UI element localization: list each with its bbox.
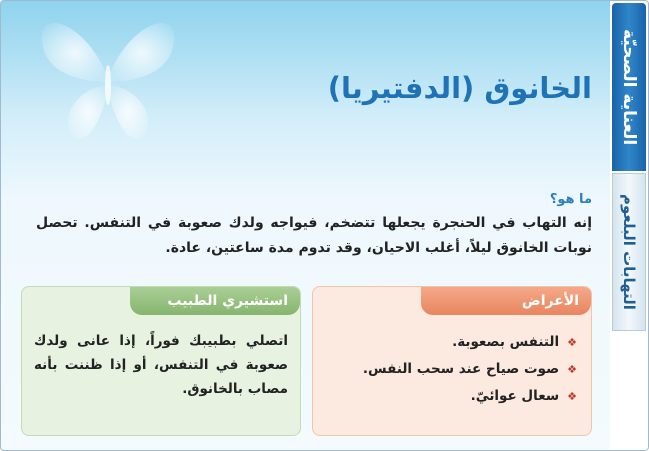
diamond-bullet-icon: ❖ xyxy=(567,336,577,349)
advice-box xyxy=(21,286,301,436)
symptoms-heading: الأعراض xyxy=(421,287,591,315)
butterfly-icon xyxy=(23,7,193,157)
symptoms-list xyxy=(313,315,591,410)
diamond-bullet-icon: ❖ xyxy=(567,363,577,376)
topic-title: التهابات البلعوم xyxy=(620,194,638,310)
section-title: العناية الصحيّة xyxy=(619,28,639,146)
symptoms-box xyxy=(312,286,592,436)
list-item: ❖صوت صياح عند سحب النفس. xyxy=(362,361,577,377)
diamond-bullet-icon: ❖ xyxy=(567,390,577,403)
list-item: ❖التنفس بصعوبة. xyxy=(452,334,577,350)
question-heading: ما هو؟ xyxy=(549,192,592,207)
page-title: الخانوق (الدفتيريا) xyxy=(327,71,592,105)
list-item: ❖سعال عوائيّ. xyxy=(470,388,577,404)
section-tab[interactable] xyxy=(612,3,646,171)
definition-paragraph: إنه التهاب في الحنجرة يجعلها تتضخم، فيواجه ولدك صعوبة في التنفس. تحصل نوبات الخانوق ليلاً، أغلب الاحيان، وقد تدوم مدة ساعتين، عادة. xyxy=(36,215,592,256)
advice-text: اتصلي بطبيبك فوراً، إذا عانى ولدك صعوبة في التنفس، أو إذا ظننت بأنه مصاب بالخانوق. xyxy=(34,333,288,397)
sidebar xyxy=(610,1,648,451)
advice-heading: استشيري الطبيب xyxy=(130,287,300,315)
topic-tab[interactable] xyxy=(612,173,646,331)
